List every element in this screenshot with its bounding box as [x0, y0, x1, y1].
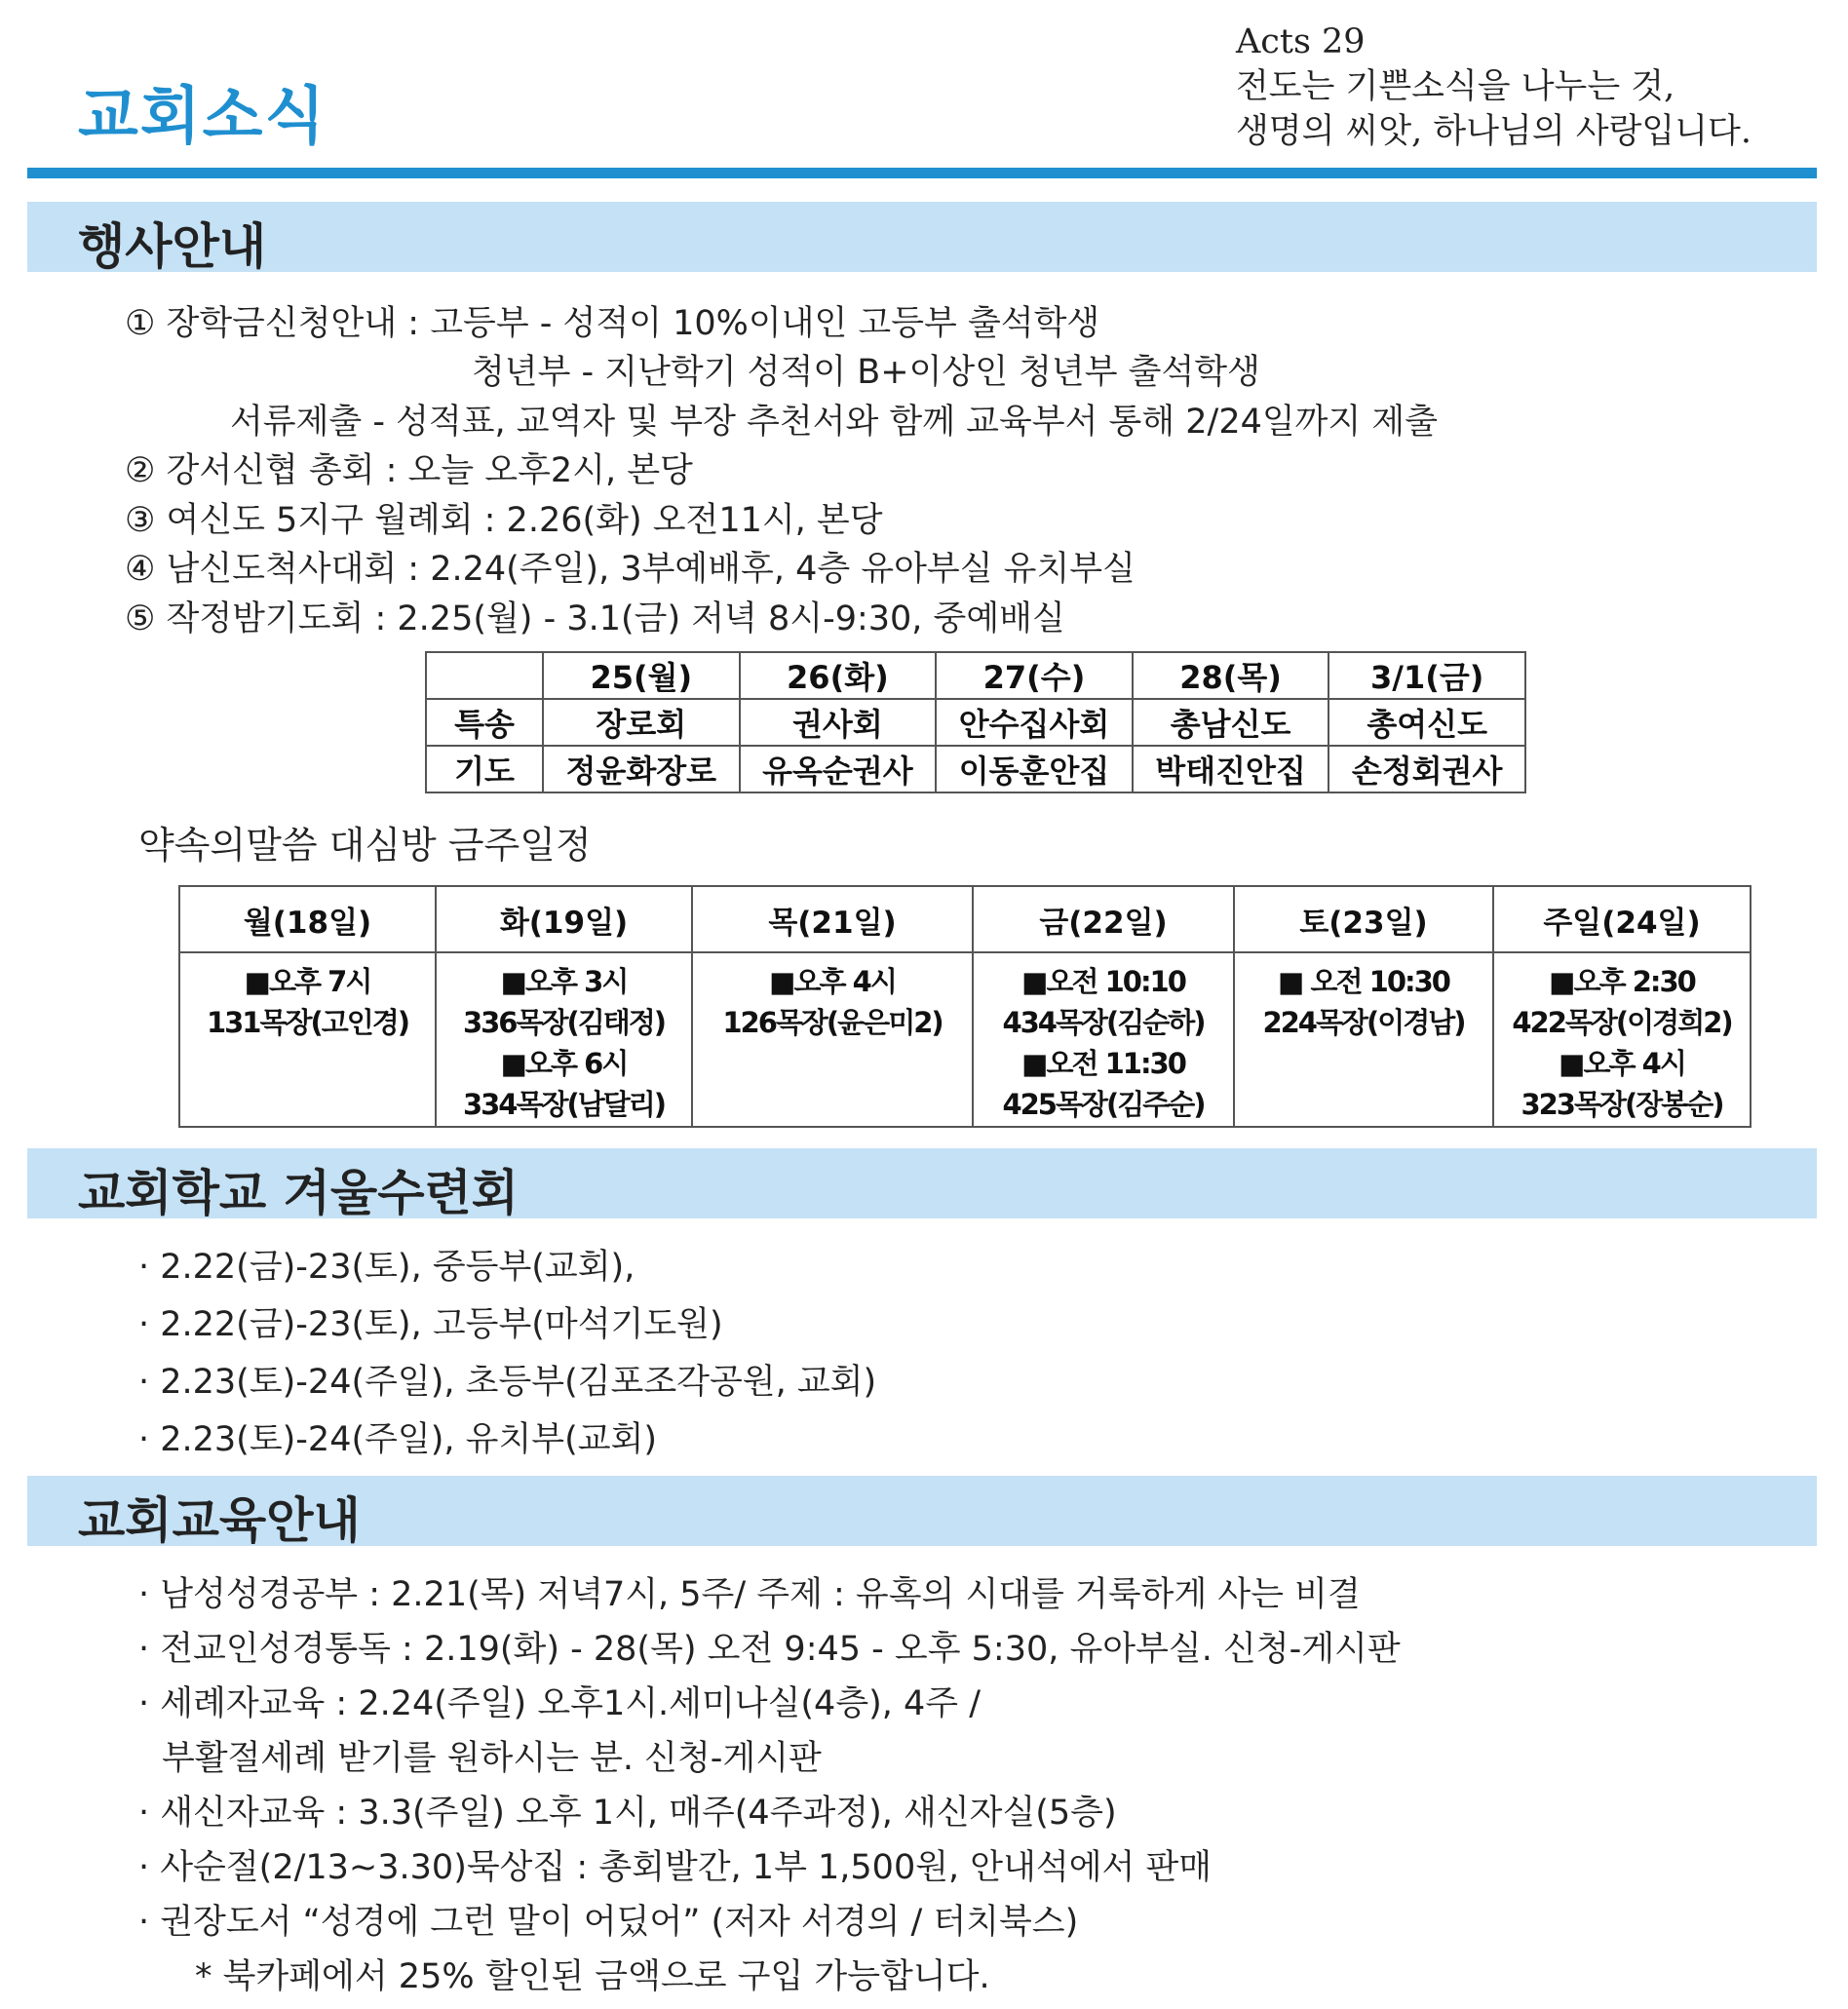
visit-time: ■오전 11:30: [1021, 1047, 1185, 1080]
visit-time: ■오후 4시: [769, 965, 896, 998]
education-item: · 사순절(2/13~3.30)묵상집 : 총회발간, 1부 1,500원, 안내석에서 판매: [138, 1848, 1213, 1887]
table-header-cell: 26(화): [740, 652, 937, 699]
visit-cell: [1234, 952, 1493, 1127]
table-row: [179, 886, 1751, 952]
education-item: · 전교인성경통독 : 2.19(화) - 28(목) 오전 9:45 - 오후 5:30, 유아부실. 신청-게시판: [138, 1630, 1401, 1669]
table-row: [426, 699, 1525, 746]
table-header-cell: 25(월): [543, 652, 740, 699]
visit-group: 336목장(김태정): [462, 1006, 666, 1039]
event-item: ④ 남신도척사대회 : 2.24(주일), 3부예배후, 4층 유아부실 유치부실: [125, 550, 1136, 589]
prayer-schedule-table: [425, 651, 1526, 793]
page-title: 교회소식: [78, 81, 327, 153]
section-title: 교회교육안내: [78, 1492, 361, 1549]
verse-line: Acts 29: [1236, 22, 1366, 61]
event-item: ③ 여신도 5지구 월례회 : 2.26(화) 오전11시, 본당: [125, 501, 883, 540]
education-item: · 새신자교육 : 3.3(주일) 오후 1시, 매주(4주과정), 새신자실(5층): [138, 1794, 1117, 1833]
day-header: 금(22일): [973, 886, 1234, 952]
table-header-cell: 28(목): [1133, 652, 1329, 699]
education-item: 부활절세례 받기를 원하시는 분. 신청-게시판: [162, 1739, 822, 1778]
visit-group: 323목장(장봉순): [1521, 1088, 1723, 1121]
event-item: 청년부 - 지난학기 성적이 B+이상인 청년부 출석학생: [472, 353, 1260, 392]
education-item: · 남성성경공부 : 2.21(목) 저녁7시, 5주/ 주제 : 유혹의 시대를 거룩하게 사는 비결: [138, 1575, 1361, 1614]
table-cell: 권사회: [740, 699, 937, 746]
day-header: 월(18일): [179, 886, 436, 952]
visit-cell: [179, 952, 436, 1127]
verse-line: 전도는 기쁜소식을 나누는 것,: [1236, 67, 1675, 106]
table-cell: 유옥순권사: [740, 746, 937, 792]
visit-time: ■오전 10:10: [1021, 965, 1185, 998]
header-divider: [27, 168, 1817, 178]
section-title: 행사안내: [78, 218, 267, 275]
visit-cell: [1493, 952, 1751, 1127]
table-cell: 총여신도: [1328, 699, 1525, 746]
education-item: · 세례자교육 : 2.24(주일) 오후1시.세미나실(4층), 4주 /: [138, 1684, 982, 1723]
row-label: 특송: [426, 699, 543, 746]
visit-group: 434목장(김순하): [1002, 1006, 1205, 1039]
row-label: 기도: [426, 746, 543, 792]
table-header-cell: 27(수): [936, 652, 1133, 699]
table-cell: 총남신도: [1133, 699, 1329, 746]
table-cell: 정윤화장로: [543, 746, 740, 792]
visit-time: ■오후 7시: [244, 965, 371, 998]
day-header: 화(19일): [436, 886, 692, 952]
section-header-events: [27, 202, 1817, 275]
verse-line: 생명의 씨앗, 하나님의 사랑입니다.: [1236, 112, 1752, 151]
table-row: [179, 952, 1751, 1127]
education-note: * 북카페에서 25% 할인된 금액으로 구입 가능합니다.: [195, 1957, 990, 1996]
retreat-item: · 2.22(금)-23(토), 고등부(마석기도원): [138, 1305, 723, 1344]
visit-group: 126목장(윤은미2): [722, 1006, 943, 1039]
visit-group: 224목장(이경남): [1262, 1006, 1465, 1039]
day-header: 목(21일): [692, 886, 973, 952]
section-title: 교회학교 겨울수련회: [78, 1165, 520, 1221]
table-cell: 손정회권사: [1328, 746, 1525, 792]
table-cell: 안수집사회: [936, 699, 1133, 746]
table-header-cell: 3/1(금): [1328, 652, 1525, 699]
education-item: · 권장도서 “성경에 그런 말이 어딨어” (저자 서경의 / 터치북스): [138, 1903, 1079, 1942]
verse-block: [1236, 19, 1752, 154]
event-item: ⑤ 작정밤기도회 : 2.25(월) - 3.1(금) 저녁 8시-9:30, 중예배실: [125, 599, 1065, 638]
table-row: [426, 746, 1525, 792]
visit-time: ■오후 3시: [500, 965, 628, 998]
day-header: 토(23일): [1234, 886, 1493, 952]
table-cell: 이동훈안집: [936, 746, 1133, 792]
visit-time: ■오후 2:30: [1549, 965, 1695, 998]
event-item: 서류제출 - 성적표, 교역자 및 부장 추천서와 함께 교육부서 통해 2/24일까지 제출: [230, 403, 1439, 442]
visit-cell: [436, 952, 692, 1127]
visit-group: 425목장(김주순): [1002, 1088, 1205, 1121]
table-cell: [426, 652, 543, 699]
retreat-item: · 2.23(토)-24(주일), 초등부(김포조각공원, 교회): [138, 1363, 877, 1402]
visit-time: ■오후 4시: [1559, 1047, 1685, 1080]
visit-time: ■오후 6시: [500, 1047, 628, 1080]
visit-group: 131목장(고인경): [206, 1006, 409, 1039]
section-header-winter-retreat: [27, 1148, 1817, 1221]
table-row: [426, 652, 1525, 699]
day-header: 주일(24일): [1493, 886, 1751, 952]
retreat-item: · 2.22(금)-23(토), 중등부(교회),: [138, 1248, 635, 1287]
visit-cell: [692, 952, 973, 1127]
event-item: ② 강서신협 총회 : 오늘 오후2시, 본당: [125, 451, 693, 490]
event-item: ① 장학금신청안내 : 고등부 - 성적이 10%이내인 고등부 출석학생: [125, 304, 1100, 343]
retreat-item: · 2.23(토)-24(주일), 유치부(교회): [138, 1420, 658, 1459]
table-cell: 장로회: [543, 699, 740, 746]
section-header-education: [27, 1476, 1817, 1549]
visit-group: 334목장(남달리): [462, 1088, 666, 1121]
visit-schedule-table: [178, 885, 1752, 1128]
visit-time: ■ 오전 10:30: [1278, 965, 1449, 998]
table-cell: 박태진안집: [1133, 746, 1329, 792]
visit-group: 422목장(이경희2): [1512, 1006, 1732, 1039]
visit-cell: [973, 952, 1234, 1127]
visit-schedule-title: 약속의말씀 대심방 금주일정: [138, 824, 592, 867]
